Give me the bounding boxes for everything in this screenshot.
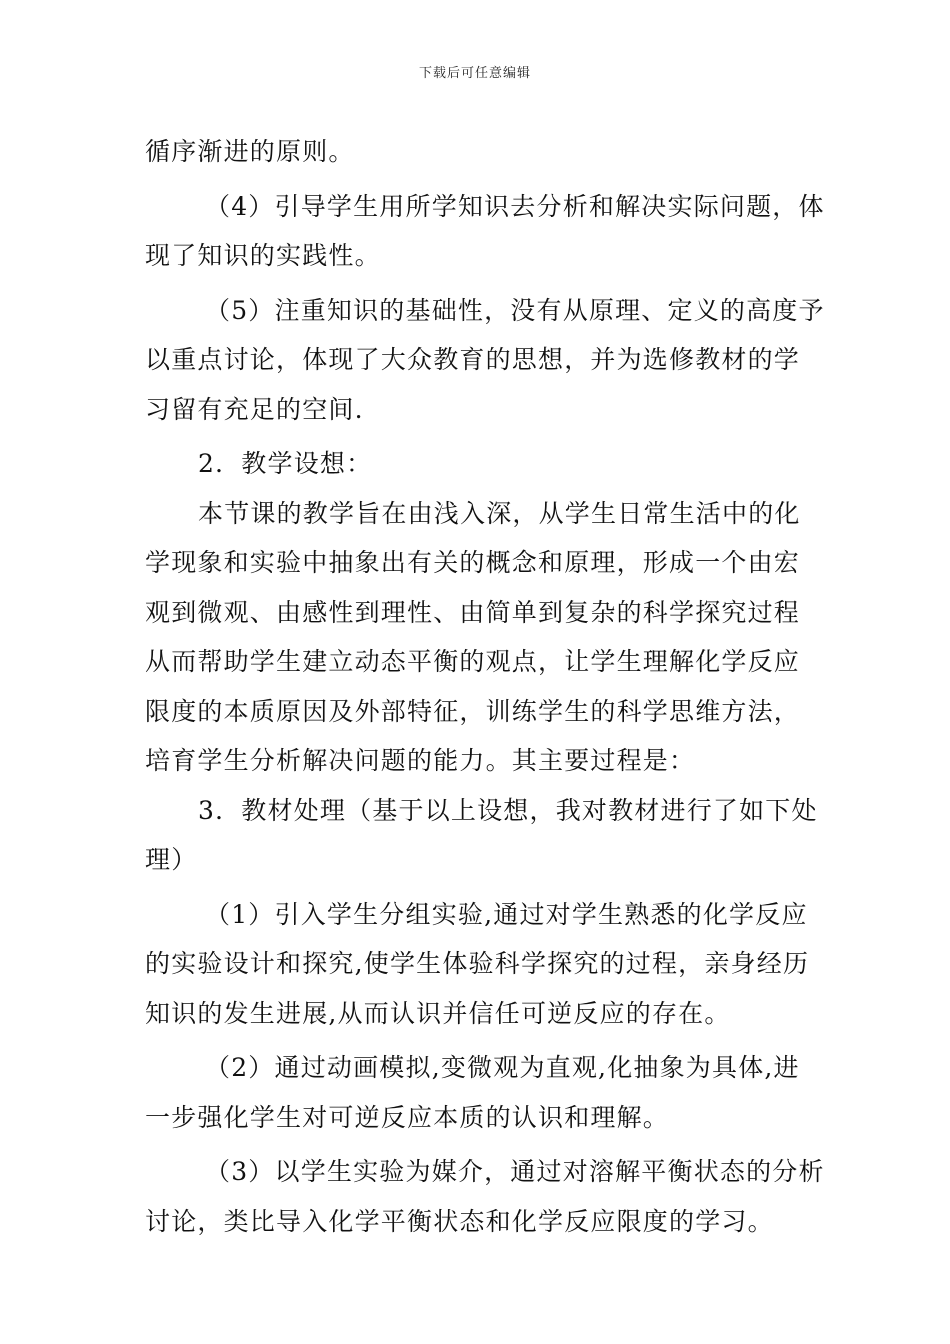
text-line: 现了知识的实践性。 (145, 241, 381, 270)
text-line: 3．教材处理（基于以上设想，我对教材进行了如下处 (198, 795, 818, 825)
text-line: 知识的发生进展,从而认识并信任可逆反应的存在。 (145, 998, 731, 1028)
text-line: 学现象和实验中抽象出有关的概念和原理，形成一个由宏 (145, 548, 801, 577)
text-line: 的实验设计和探究,使学生体验科学探究的过程，亲身经历 (145, 949, 810, 978)
text-line: 从而帮助学生建立动态平衡的观点，让学生理解化学反应 (145, 647, 801, 676)
text-line: 限度的本质原因及外部特征，训练学生的科学思维方法， (145, 696, 801, 726)
document-body (145, 127, 825, 1246)
text-line: （1）引入学生分组实验,通过对学生熟悉的化学反应 (205, 899, 808, 929)
text-line: 观到微观、由感性到理性、由简单到复杂的科学探究过程 (145, 597, 801, 627)
text-line: 讨论，类比导入化学平衡状态和化学反应限度的学习。 (145, 1206, 774, 1236)
text-line: 一步强化学生对可逆反应本质的认识和理解。 (145, 1102, 670, 1132)
text-line: （2）通过动画模拟,变微观为直观,化抽象为具体,进 (205, 1053, 800, 1082)
text-line: （3）以学生实验为媒介，通过对溶解平衡状态的分析 (205, 1157, 825, 1186)
text-line: 以重点讨论，体现了大众教育的思想，并为选修教材的学 (145, 345, 801, 374)
text-line: （4）引导学生用所学知识去分析和解决实际问题，体 (205, 191, 825, 221)
text-line: （5）注重知识的基础性，没有从原理、定义的高度予 (205, 295, 825, 325)
text-line: 理） (145, 845, 198, 874)
text-line: 循序渐进的原则。 (145, 137, 355, 166)
text-line: 本节课的教学旨在由浅入深，从学生日常生活中的化 (198, 498, 801, 528)
text-line: 2．教学设想： (198, 449, 373, 478)
page-header: 下载后可任意编辑 (418, 66, 531, 81)
text-line: 习留有充足的空间. (145, 394, 364, 424)
text-line: 培育学生分析解决问题的能力。其主要过程是： (145, 746, 696, 775)
